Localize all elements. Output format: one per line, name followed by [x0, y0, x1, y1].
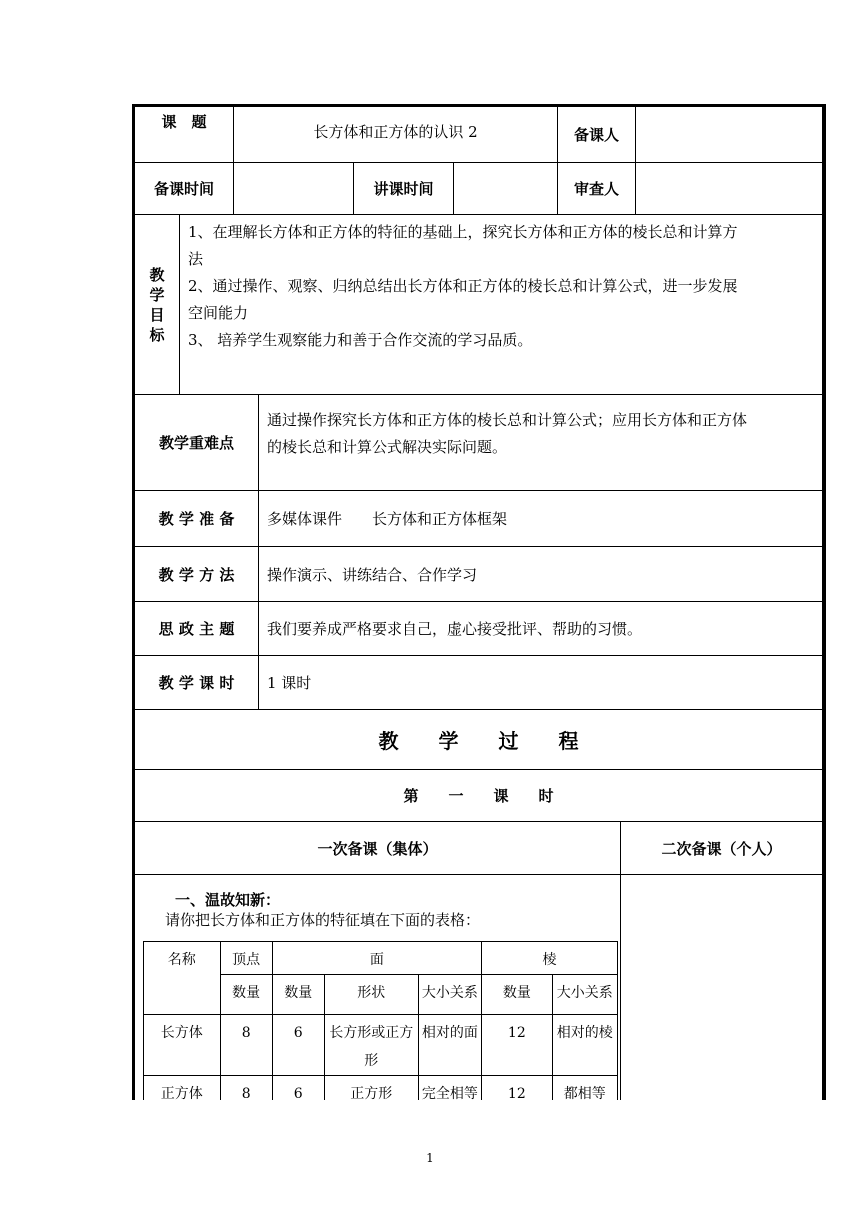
- row-name: 正方体: [144, 1076, 221, 1101]
- objectives-label-char: 教: [149, 265, 165, 284]
- header-edge: 棱: [482, 942, 618, 975]
- sub-face-count: 数量: [272, 975, 324, 1015]
- objectives-label-char: 目: [149, 305, 165, 324]
- sub-vertex-count: 数量: [220, 975, 272, 1015]
- preparer-label: 备课人: [558, 107, 636, 163]
- session-title: 第 一 课 时: [135, 770, 823, 822]
- sub-shape: 形状: [324, 975, 418, 1015]
- key-points-line: 通过操作探究长方体和正方体的棱长总和计算公式；应用长方体和正方体: [267, 411, 748, 429]
- table-row: [144, 1015, 618, 1076]
- objective-line: 空间能力: [188, 304, 249, 322]
- reviewer-label: 审查人: [558, 163, 636, 215]
- features-table: [143, 941, 618, 1100]
- preparer-value: [636, 107, 823, 163]
- lesson-plan-table: [132, 104, 826, 1100]
- objectives-label-char: 标: [149, 325, 165, 344]
- periods-label: 教 学 课 时: [135, 656, 259, 710]
- review-instruction: 请你把长方体和正方体的特征填在下面的表格：: [165, 911, 481, 929]
- second-prep-label: 二次备课（个人）: [621, 822, 823, 875]
- ideology-value: 我们要养成严格要求自己，虚心接受批评、帮助的习惯。: [259, 602, 823, 656]
- lecture-time-value: [454, 163, 558, 215]
- key-points-line: 的棱长总和计算公式解决实际问题。: [267, 438, 508, 456]
- preparation-label: 教 学 准 备: [135, 491, 259, 547]
- table-row: [144, 1076, 618, 1101]
- header-name: 名称: [144, 942, 221, 1015]
- method-value: 操作演示、讲练结合、合作学习: [259, 547, 823, 602]
- first-prep-label: 一次备课（集体）: [135, 822, 621, 875]
- header-vertex: 顶点: [220, 942, 272, 975]
- row-edge-size: 都相等: [552, 1076, 617, 1101]
- topic-value: 长方体和正方体的认识 2: [234, 107, 558, 163]
- header-face: 面: [272, 942, 481, 975]
- second-prep-content: [621, 875, 823, 1100]
- objectives-label-char: 学: [149, 285, 165, 304]
- reviewer-value: [636, 163, 823, 215]
- prep-time-value: [234, 163, 354, 215]
- row-face-size: 完全相等: [418, 1076, 481, 1101]
- ideology-label: 思 政 主 题: [135, 602, 259, 656]
- row-faces: 6: [272, 1015, 324, 1076]
- sub-face-size: 大小关系: [418, 975, 481, 1015]
- page-number: 1: [426, 1151, 434, 1165]
- objective-line: 3、 培养学生观察能力和善于合作交流的学习品质。: [188, 331, 533, 349]
- row-vertex: 8: [220, 1076, 272, 1101]
- row-edges: 12: [482, 1076, 552, 1101]
- key-points-label: 教学重难点: [135, 395, 259, 491]
- periods-value: 1 课时: [259, 656, 823, 710]
- key-points-content: [259, 395, 823, 491]
- row-faces: 6: [272, 1076, 324, 1101]
- row-shape: 正方形: [324, 1076, 418, 1101]
- objective-line: 法: [188, 250, 204, 268]
- row-edge-size: 相对的棱: [552, 1015, 617, 1076]
- sub-edge-count: 数量: [482, 975, 552, 1015]
- row-name: 长方体: [144, 1015, 221, 1076]
- prep-time-label: 备课时间: [135, 163, 234, 215]
- objective-line: 1、在理解长方体和正方体的特征的基础上，探究长方体和正方体的棱长总和计算方: [188, 223, 738, 241]
- lecture-time-label: 讲课时间: [354, 163, 454, 215]
- row-vertex: 8: [220, 1015, 272, 1076]
- process-title: 教 学 过 程: [135, 710, 823, 770]
- objective-line: 2、通过操作、观察、归纳总结出长方体和正方体的棱长总和计算公式，进一步发展: [188, 277, 738, 295]
- row-face-size: 相对的面: [418, 1015, 481, 1076]
- objectives-label: [135, 215, 180, 395]
- row-shape: 长方形或正方形: [324, 1015, 418, 1076]
- review-heading: 一、温故知新：: [175, 891, 281, 909]
- method-label: 教 学 方 法: [135, 547, 259, 602]
- objectives-content: [180, 215, 823, 395]
- row-edges: 12: [482, 1015, 552, 1076]
- sub-edge-size: 大小关系: [552, 975, 617, 1015]
- preparation-value: 多媒体课件 长方体和正方体框架: [259, 491, 823, 547]
- topic-label: 课 题: [135, 107, 234, 163]
